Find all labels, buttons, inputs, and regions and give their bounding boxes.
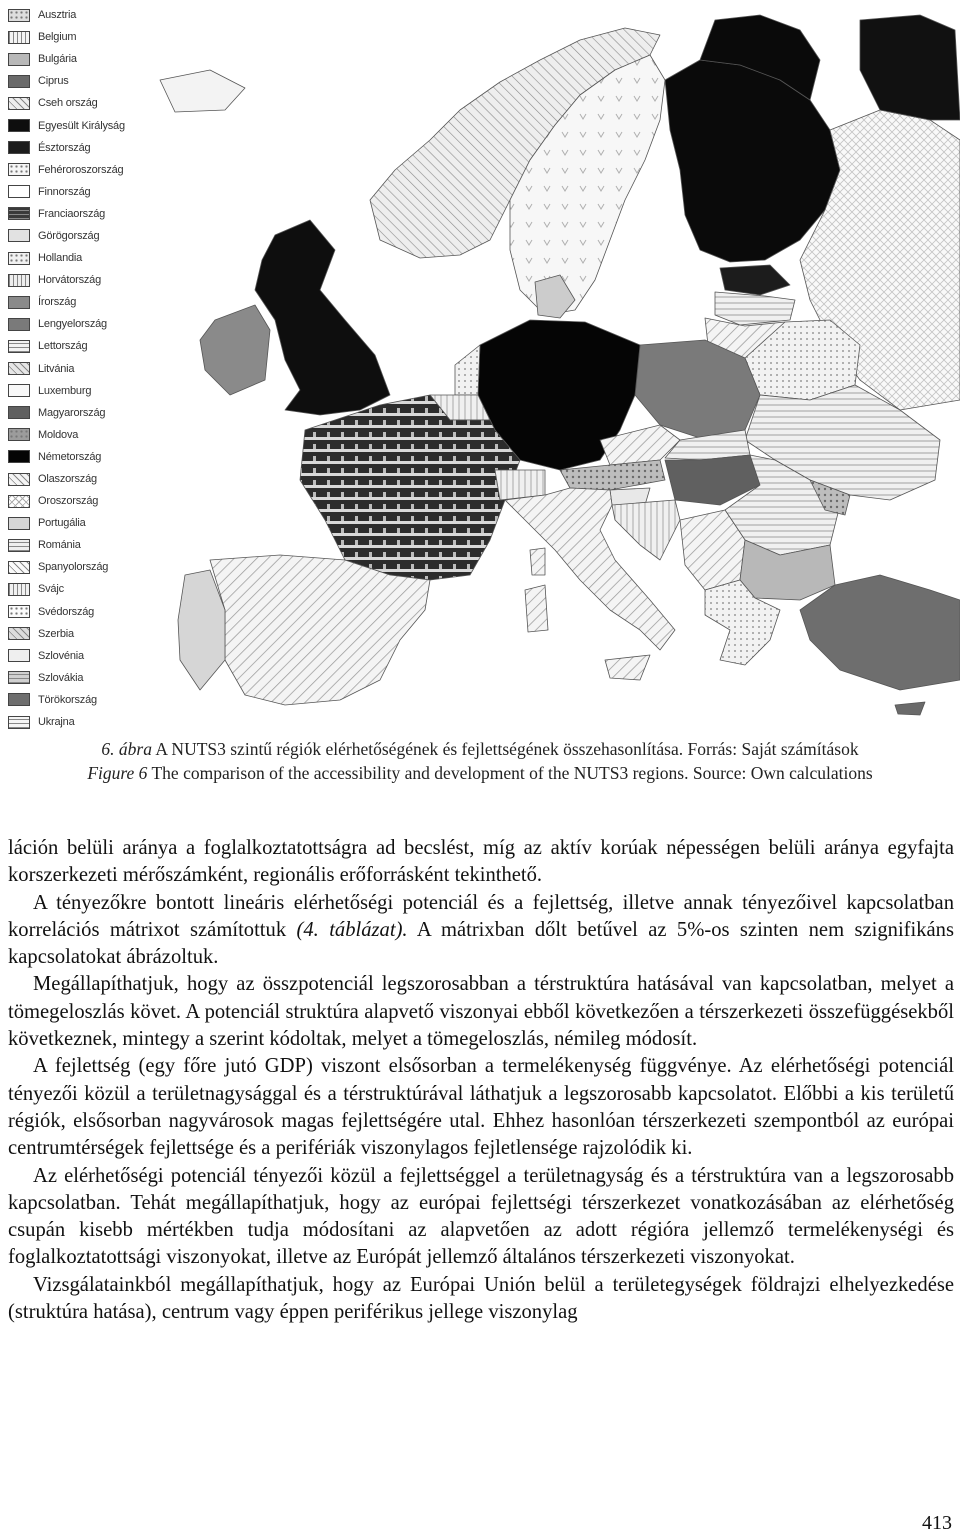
legend-swatch xyxy=(8,296,30,309)
legend-swatch xyxy=(8,31,30,44)
map-region-corsica xyxy=(530,548,545,575)
paragraph-6: Vizsgálatainkból megállapíthatjuk, hogy az Európai Unión belül a területegységek földrajzi elhelyezkedése (struktúra hatása), centrum vagy éppen periférikus jellege viszonylag xyxy=(8,1273,954,1324)
legend-swatch xyxy=(8,583,30,596)
legend-label: Lettország xyxy=(38,340,88,353)
paragraph-4: A fejlettség (egy főre jutó GDP) viszont elsősorban a termelékenység függvénye. Az elérhetőségi potenciál tényezői közül a területnagysággal és a térstruktúrával láthatjuk a legszorosabb kapcsolatot. Előbbi a kis területű régiók, elsősorban nagyvárosok magas fejlettségére utal. Ehhez hasonlóan térszerkezeti szempontból az európai centrumtérségek fejlettsége és a perifériák viszonylagos fejletlensége rajzolódik ki. xyxy=(8,1055,954,1160)
legend-swatch xyxy=(8,605,30,618)
legend-item xyxy=(8,313,138,335)
legend-item xyxy=(8,291,138,313)
legend-label: Moldova xyxy=(38,428,79,441)
legend-item xyxy=(8,534,138,556)
legend-swatch xyxy=(8,141,30,154)
legend-item xyxy=(8,490,138,512)
legend-label: Bulgária xyxy=(38,53,77,66)
legend-swatch xyxy=(8,649,30,662)
legend-item xyxy=(8,203,138,225)
legend-label: Románia xyxy=(38,539,81,552)
figure xyxy=(0,0,960,735)
caption-english xyxy=(0,761,960,785)
legend-swatch xyxy=(8,716,30,729)
figure-caption xyxy=(0,737,960,785)
legend-item xyxy=(8,601,138,623)
europe-map xyxy=(0,0,960,735)
legend-swatch xyxy=(8,693,30,706)
paragraph-1: láción belüli aránya a foglalkoztatottságra ad becslést, míg az aktív korúak népességen belüli aránya egyfajta korszerkezeti mérőszámként, regionális erőforrásként tekinthető. xyxy=(8,837,954,887)
paragraph-2 xyxy=(8,890,954,972)
legend-item xyxy=(8,468,138,490)
legend-item xyxy=(8,48,138,70)
legend-label: Szerbia xyxy=(38,627,74,640)
legend-label: Görögország xyxy=(38,229,100,242)
legend-item xyxy=(8,358,138,380)
legend-item xyxy=(8,92,138,114)
map-region-sicily xyxy=(605,655,650,680)
paragraph-2-part-b: A mátrixban dőlt betűvel az 5%-os szinten nem szignifikáns kapcsolatokat ábrázoltuk. xyxy=(8,918,954,969)
page-number: 413 xyxy=(922,1512,952,1534)
legend-label: Finnország xyxy=(38,185,91,198)
legend-item xyxy=(8,402,138,424)
legend-label: Franciaország xyxy=(38,207,106,220)
map-legend xyxy=(8,4,138,733)
legend-swatch xyxy=(8,362,30,375)
legend-label: Hollandia xyxy=(38,252,83,265)
legend-label: Svédország xyxy=(38,605,95,618)
legend-label: Horvátország xyxy=(38,274,102,287)
caption-text-hu: A NUTS3 szintű régiók elérhetőségének és fejlettségének összehasonlítása. Forrás: Saját számítások xyxy=(151,739,859,759)
caption-figure-number-hu: 6. ábra xyxy=(101,739,152,759)
paragraph-5: Az elérhetőségi potenciál tényezői közül a fejlettséggel a területnagyság és a térstruktúra van a legszorosabb kapcsolatban. Tehát megállapíthatjuk, hogy az európai fejlettségi térszerkezet vonatkozásában az elérhetőség csupán kisebb mértékben tudja módosítani az alapvetően az adott régióra jellemző termelékenységi és foglalkoztatottsági viszonyokat, illetve az Európát jellemző általános térszerkezeti viszonyokat. xyxy=(8,1164,954,1269)
map-region-portugal xyxy=(178,570,225,690)
legend-item xyxy=(8,578,138,600)
legend-item xyxy=(8,114,138,136)
caption-text-en: The comparison of the accessibility and development of the NUTS3 regions. Source: Own calculations xyxy=(147,763,873,783)
legend-label: Magyarország xyxy=(38,406,106,419)
legend-item xyxy=(8,667,138,689)
table-reference: (4. táblázat). xyxy=(296,918,408,941)
legend-item xyxy=(8,26,138,48)
map-region-cyprus xyxy=(895,702,925,715)
legend-label: Oroszország xyxy=(38,495,99,508)
legend-swatch xyxy=(8,229,30,242)
map-region-switzerland xyxy=(495,470,545,500)
legend-label: Ukrajna xyxy=(38,716,75,729)
map-region-turkey xyxy=(800,575,960,690)
legend-swatch xyxy=(8,627,30,640)
legend-label: Lengyelország xyxy=(38,318,107,331)
caption-hungarian xyxy=(0,737,960,761)
legend-item xyxy=(8,424,138,446)
legend-label: Egyesült Királyság xyxy=(38,119,125,132)
legend-item xyxy=(8,269,138,291)
legend-swatch xyxy=(8,185,30,198)
legend-item xyxy=(8,645,138,667)
legend-item xyxy=(8,556,138,578)
legend-swatch xyxy=(8,318,30,331)
legend-swatch xyxy=(8,119,30,132)
legend-label: Portugália xyxy=(38,517,86,530)
legend-swatch xyxy=(8,53,30,66)
legend-label: Ausztria xyxy=(38,9,77,22)
body-text xyxy=(8,835,954,1326)
legend-label: Spanyolország xyxy=(38,561,109,574)
legend-item xyxy=(8,159,138,181)
legend-item xyxy=(8,137,138,159)
legend-swatch xyxy=(8,207,30,220)
map-region-latvia xyxy=(715,292,795,325)
legend-label: Írország xyxy=(38,296,77,309)
legend-label: Belgium xyxy=(38,31,77,44)
paragraph-2-part-a: A tényezőkre bontott lineáris elérhetőségi potenciál és a fejlettség, illetve annak tényezőivel kapcsolatban korrelációs mátrixot számítottuk xyxy=(8,891,954,941)
map-region-iceland xyxy=(160,70,245,112)
map-region-spain xyxy=(210,555,430,705)
legend-item xyxy=(8,335,138,357)
map-region-russia-north xyxy=(860,15,960,120)
legend-item xyxy=(8,247,138,269)
map-region-uk xyxy=(255,220,390,415)
map-region-netherlands xyxy=(455,345,480,395)
legend-swatch xyxy=(8,9,30,22)
legend-label: Szlovénia xyxy=(38,649,84,662)
legend-label: Szlovákia xyxy=(38,671,84,684)
legend-item xyxy=(8,70,138,92)
legend-item xyxy=(8,225,138,247)
legend-item xyxy=(8,711,138,733)
paragraph-3: Megállapíthatjuk, hogy az összpotenciál legszorosabban a térstruktúra hatásával van kapcsolatban, melyet a tömegeloszlás követ. A potenciál struktúra alapvető viszonyai ebből következően a térszerkezeti összefüggésekből következnek, mintegy a szerint kódoltak, melyet a tömegeloszlás, némileg módosít. xyxy=(8,973,954,1051)
legend-label: Olaszország xyxy=(38,473,97,486)
legend-swatch xyxy=(8,517,30,530)
legend-label: Észtország xyxy=(38,141,91,154)
legend-label: Luxemburg xyxy=(38,384,92,397)
legend-swatch xyxy=(8,252,30,265)
legend-swatch xyxy=(8,428,30,441)
legend-item xyxy=(8,4,138,26)
legend-swatch xyxy=(8,75,30,88)
legend-swatch xyxy=(8,163,30,176)
legend-swatch xyxy=(8,539,30,552)
legend-item xyxy=(8,380,138,402)
legend-label: Svájc xyxy=(38,583,64,596)
map-region-france xyxy=(300,395,520,580)
caption-figure-number-en: Figure 6 xyxy=(87,763,148,783)
legend-item xyxy=(8,512,138,534)
legend-swatch xyxy=(8,473,30,486)
legend-item xyxy=(8,689,138,711)
map-region-sardinia xyxy=(525,585,548,632)
legend-swatch xyxy=(8,450,30,463)
map-region-ireland xyxy=(200,305,270,395)
legend-label: Cseh ország xyxy=(38,97,98,110)
legend-label: Litvánia xyxy=(38,362,75,375)
legend-swatch xyxy=(8,406,30,419)
legend-swatch xyxy=(8,340,30,353)
legend-item xyxy=(8,181,138,203)
legend-swatch xyxy=(8,561,30,574)
legend-label: Ciprus xyxy=(38,75,69,88)
legend-item xyxy=(8,446,138,468)
legend-label: Törökország xyxy=(38,693,97,706)
legend-label: Németország xyxy=(38,450,102,463)
map-region-croatia xyxy=(612,500,680,560)
legend-item xyxy=(8,623,138,645)
legend-swatch xyxy=(8,671,30,684)
legend-swatch xyxy=(8,384,30,397)
map-region-estonia xyxy=(720,265,790,295)
legend-label: Fehéroroszország xyxy=(38,163,124,176)
legend-swatch xyxy=(8,495,30,508)
legend-swatch xyxy=(8,274,30,287)
legend-swatch xyxy=(8,97,30,110)
